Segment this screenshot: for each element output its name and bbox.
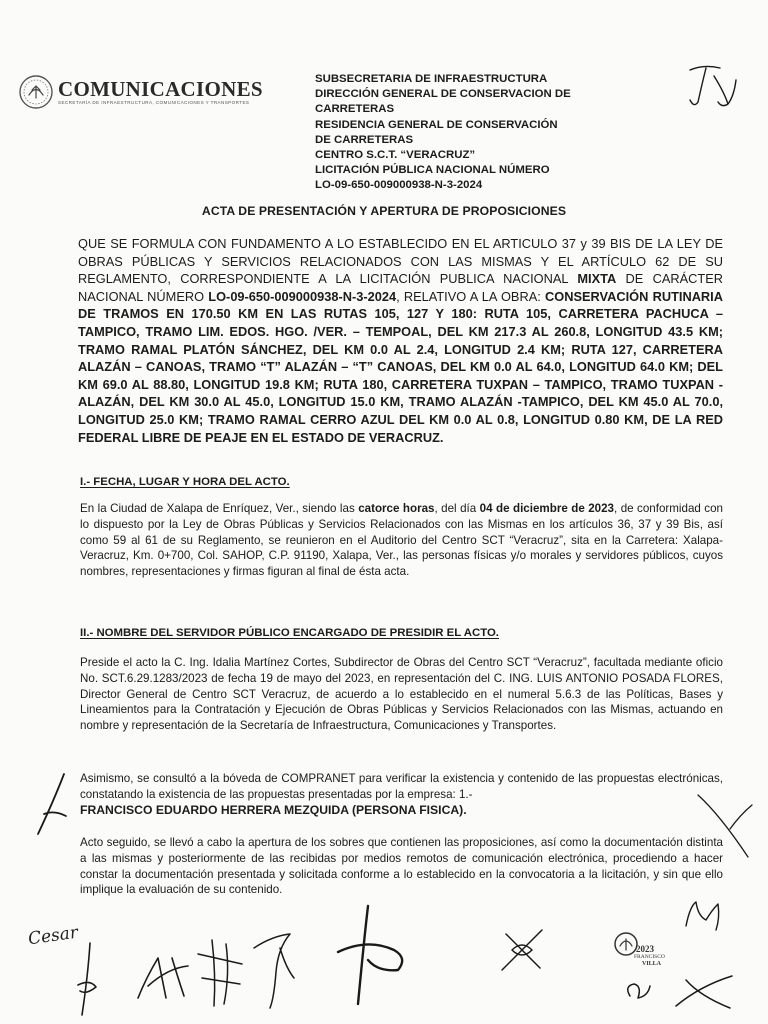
top-signature-mark [684, 62, 740, 112]
header-line: CARRETERAS [315, 103, 395, 116]
official-stamp [612, 930, 672, 978]
header-line: DE CARRETERAS [315, 133, 414, 146]
stamp-name: FRANCISCO [634, 954, 665, 960]
right-margin-mark [690, 785, 760, 865]
stamp-year: 2023 [636, 944, 654, 954]
act-date: 04 de diciembre de 2023 [479, 502, 615, 515]
intro-paragraph [78, 235, 723, 446]
logo-subtitle: SECRETARÍA DE INFRAESTRUCTURA, COMUNICACIONES Y TRANSPORTES [58, 100, 250, 105]
section-2-text: Asimismo, se consultó a la bóveda de COMPRANET para verificar la existencia y contenido de las propuestas electrónicas, constatando la existencia de las propuestas presentadas por la empresa: 1.- [80, 772, 723, 801]
act-hours: catorce horas [358, 502, 435, 515]
section-1-text: , del día [434, 502, 480, 515]
bottom-signature-6 [492, 920, 552, 980]
intro-mixta: MIXTA [577, 271, 617, 287]
tender-number: LO-09-650-009000938-N-3-2024 [208, 288, 397, 304]
company-name: FRANCISCO EDUARDO HERRERA MEZQUIDA (PERSONA FISICA). [80, 802, 467, 817]
eagle-seal-icon [18, 74, 54, 110]
bottom-signature-7 [676, 896, 726, 936]
section-2-paragraph-2 [80, 771, 723, 818]
obra-description: CONSERVACIÓN RUTINARIA DE TRAMOS EN 170.50 KM EN LAS RUTAS 105, 127 Y 180: RUTA 105, CARRETERA PACHUCA – TAMPICO, TRAMO LIM. EDOS. HGO. /VER. – TEMPOAL, DEL KM 217.3 AL 260.8, LONGITUD 43.5 KM; TRAMO RAMAL PLATÓN SÁNCHEZ, DEL KM 0.0 AL 2.4, LONGITUD 2.4 KM; RUTA 127, CARRETERA ALAZÁN – CANOAS, TRAMO “T” ALAZÁN – “T” CANOAS, DEL KM 0.0 AL 64.0, LONGITUD 64.0 KM; DEL KM 69.0 AL 88.80, LONGITUD 19.8 KM; RUTA 180, CARRETERA TUXPAN – TAMPICO, TRAMO TUXPAN - ALAZÁN, DEL KM 30.0 AL 45.0, LONGITUD 15.0 KM, TRAMO ALAZÁN -TAMPICO, DEL KM 45.0 AL 70.0, LONGITUD 25.0 KM; TRAMO RAMAL CERRO AZUL DEL KM 0.0 AL 0.8, LONGITUD 0.80 KM, DE LA RED FEDERAL LIBRE DE PEAJE EN EL ESTADO DE VERACRUZ. [78, 288, 723, 445]
sict-logo [18, 74, 263, 110]
section-1-paragraph [80, 501, 723, 580]
section-1-text: En la Ciudad de Xalapa de Enríquez, Ver., siendo las [80, 502, 359, 515]
header-line: LICITACIÓN PÚBLICA NACIONAL NÚMERO [315, 164, 550, 177]
header-line: LO-09-650-009000938-N-3-2024 [315, 179, 483, 192]
bottom-signature-5 [328, 900, 418, 1010]
section-1-text: , de conformidad con lo dispuesto por la Ley de Obras Públicas y Servicios Relacionados con las Mismas en los artículos 36, 37 y 39 Bis, así como 59 al 61 de su Reglamento, se reunieron en el Auditorio del Centro SCT “Veracruz”, sita en la Carretera: Xalapa- Veracruz, Km. 0+700, Col. SAHOP, C.P. 91190, Xalapa, Ver., las personas físicas y/o morales y servidores públicos, cuyos nombres, representaciones y firmas figuran al final de ésta acta. [80, 502, 723, 579]
bottom-signature-2 [128, 938, 198, 1008]
section-2-paragraph-1: Preside el acto la C. Ing. Idalia Martínez Cortes, Subdirector de Obras del Centro SCT “Veracruz”, facultada mediante oficio No. SCT.6.29.1283/2023 de fecha 19 de mayo del 2023, en representación del C. ING. LUIS ANTONIO POSADA FLORES, Director General de Centro SCT Veracruz, de acuerdo a lo establecido en el numeral 5.6.3 de las Políticas, Bases y Lineamientos para la Contratación y Ejecución de Obras Públicas y Servicios Relacionados con las Mismas, actuando en nombre y representación de la Secretaría de Infraestructura, Comunicaciones y Transportes. [80, 656, 723, 733]
document-title: ACTA DE PRESENTACIÓN Y APERTURA DE PROPOSICIONES [201, 204, 567, 218]
intro-text: QUE SE FORMULA CON FUNDAMENTO A LO ESTABLECIDO EN EL ARTICULO 37 y 39 BIS DE LA LEY DE OBRAS PÚBLICAS Y SERVICIOS RELACIONADOS CON LAS MISMAS Y EL ARTÍCULO 62 DE SU REGLAMENTO, CORRESPONDIENTE A LA LICITACIÓN PUBLICA NACIONAL [78, 236, 723, 287]
section-2-title: II.- NOMBRE DEL SERVIDOR PÚBLICO ENCARGADO DE PRESIDIR EL ACTO. [80, 627, 499, 639]
bottom-signature-4 [246, 918, 306, 1013]
stamp-place: VILLA [642, 961, 662, 967]
header-line: CENTRO S.C.T. “VERACRUZ” [315, 149, 476, 162]
intro-text: , RELATIVO A LA OBRA: [396, 288, 546, 304]
intro-text: DE CARÁCTER NACIONAL NÚMERO [78, 271, 723, 304]
bottom-signature-1 [60, 935, 120, 1020]
handwritten-name: Cesar [26, 922, 80, 950]
bottom-signature-3 [190, 934, 250, 1009]
header-line: SUBSECRETARIA DE INFRAESTRUCTURA [315, 73, 548, 85]
section-1-title: I.- FECHA, LUGAR Y HORA DEL ACTO. [80, 476, 290, 488]
section-2-paragraph-3: Acto seguido, se llevó a cabo la apertura de los sobres que contienen las proposiciones, así como la documentación distinta a las mismas y posteriormente de las recibidas por medios remotos de comunicación electrónica, procediendo a hacer constar la documentación presentada y solicitada conforme a lo establecido en la convocatoria a la licitación, y sin que ello implique la evaluación de su contenido. [80, 836, 723, 897]
header-line: RESIDENCIA GENERAL DE CONSERVACIÓN [315, 118, 558, 131]
header-line: DIRECCIÓN GENERAL DE CONSERVACION DE [315, 88, 571, 101]
logo-wordmark: COMUNICACIONES [58, 77, 263, 101]
left-margin-signature [24, 770, 74, 840]
document-header [315, 72, 615, 194]
